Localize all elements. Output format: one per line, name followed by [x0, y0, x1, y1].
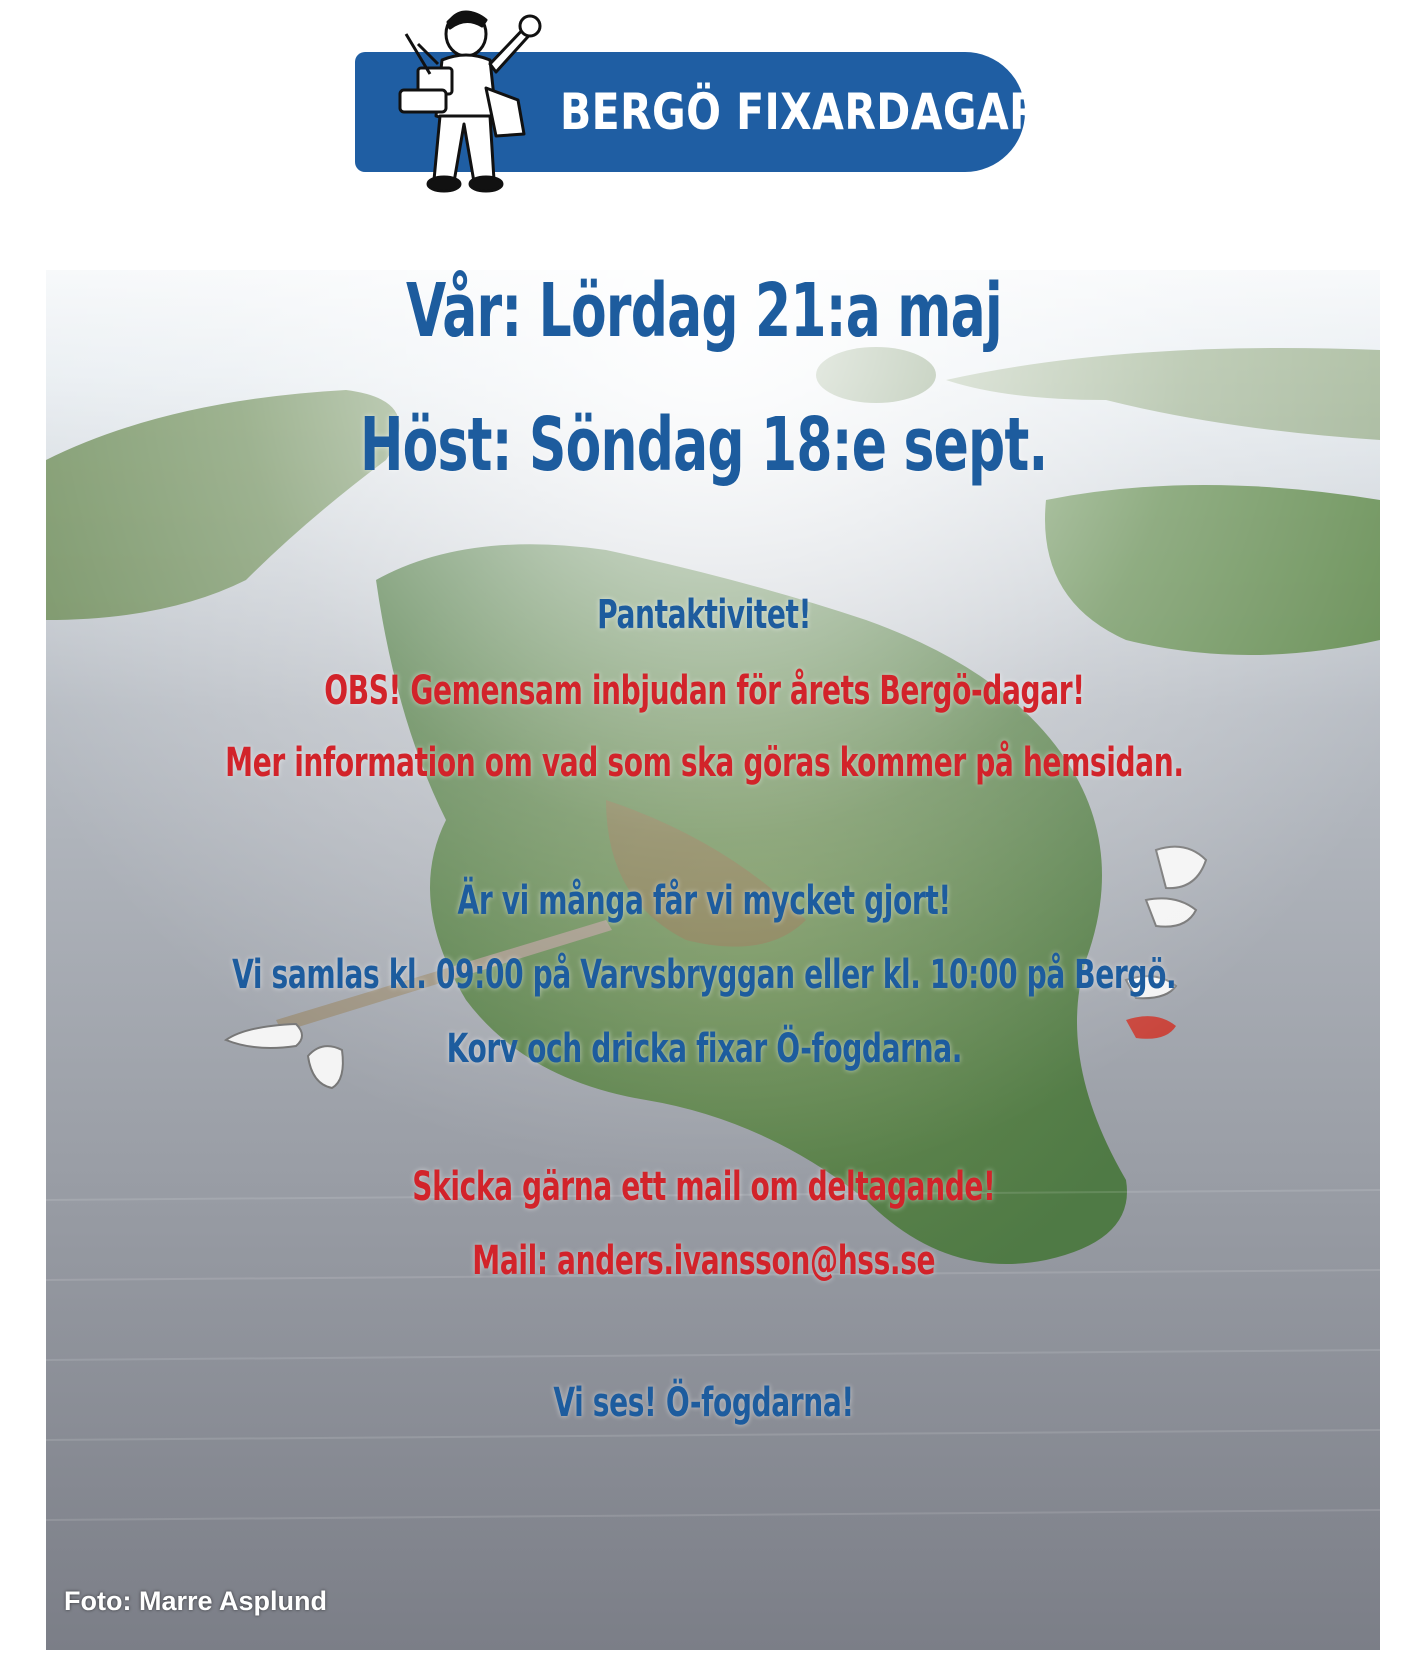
send-mail-text: Skicka gärna ett mail om deltagande! [412, 1164, 996, 1210]
food-text: Korv och dricka fixar Ö-fogdarna. [446, 1026, 962, 1072]
handyman-mascot-icon [378, 4, 548, 200]
autumn-date-heading: Höst: Söndag 18:e sept. [360, 402, 1048, 488]
more-info-text: Mer information om vad som ska göras kommer på hemsidan. [224, 740, 1184, 786]
meeting-time-text: Vi samlas kl. 09:00 på Varvsbryggan eller kl. 10:00 på Bergö. [231, 952, 1177, 998]
photo-credit: Foto: Marre Asplund [64, 1586, 327, 1616]
sign-off-text: Vi ses! Ö-fogdarna! [553, 1380, 855, 1426]
spring-date-heading: Vår: Lördag 21:a maj [406, 268, 1002, 354]
banner-title: BERGÖ FIXARDAGAR [560, 83, 1042, 141]
obs-notice-text: OBS! Gemensam inbjudan för årets Bergö-dagar! [323, 668, 1085, 714]
mail-address-text: Mail: anders.ivansson@hss.se [472, 1238, 936, 1284]
many-people-text: Är vi många får vi mycket gjort! [457, 878, 951, 924]
pant-activity-text: Pantaktivitet! [597, 592, 811, 638]
